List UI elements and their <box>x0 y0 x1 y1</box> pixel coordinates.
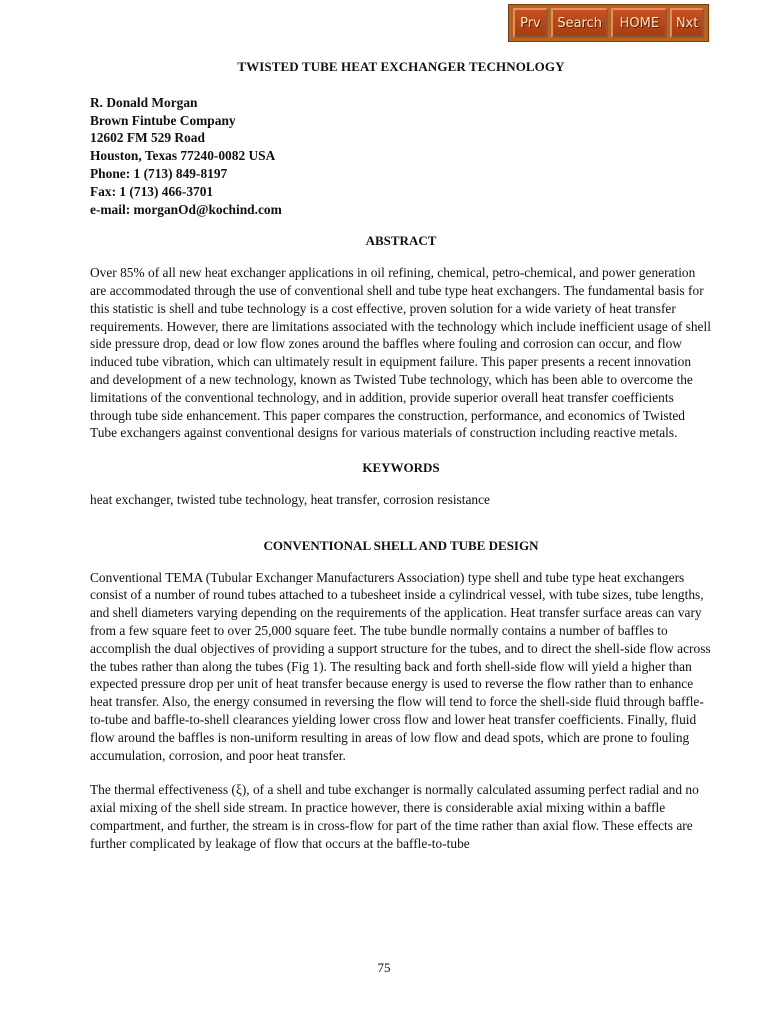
author-fax: Fax: 1 (713) 466-3701 <box>90 183 214 199</box>
author-block <box>90 94 712 219</box>
section-paragraph-1: Conventional TEMA (Tubular Exchanger Manufacturers Association) type shell and tube type heat exchangers consist of a number of round tubes attached to a tubesheet inside a cylindrical vessel, with tube sizes, tube lengths, and shell diameters varying depending on the requirements of the application. Heat transfer surface areas can vary from a few square feet to over 25,000 square feet. The tube bundle normally contains a number of baffles to accomplish the dual objectives of providing a support structure for the tubes, and to direct the shell-side flow across the tubes rather than along the tubes (Fig 1). The resulting back and forth shell-side flow will yield a higher than expected pressure drop per unit of heat transfer because energy is used to reverse the flow rather than to enhance heat transfer. Also, the energy consumed in reversing the flow will tend to force the shell-side fluid through baffle-to-tube and baffle-to-shell clearances yielding lower cross flow and lower heat transfer coefficients. Finally, fluid flow around the baffles is non-uniform resulting in areas of low flow and dead spots, which are prone to fouling accumulation, corrosion, and poor heat transfer. <box>90 569 711 763</box>
navigation-bar <box>508 4 709 42</box>
author-city: Houston, Texas 77240-0082 USA <box>90 148 276 164</box>
home-button[interactable]: HOME <box>611 8 667 38</box>
prev-button[interactable]: Prv <box>513 8 548 38</box>
abstract-text: Over 85% of all new heat exchanger applications in oil refining, chemical, petro-chemical, and power generation are accommodated through the use of conventional shell and tube type heat exchangers. The fundamental basis for this statistic is shell and tube technology is a cost effective, proven solution for a wide variety of heat transfer requirements. However, there are limitations associated with the technology which include inefficient usage of shell side pressure drop, dead or low flow zones around the baffles where fouling and corrosion can occur, and flow induced tube vibration, which can ultimately result in equipment failure. This paper presents a recent innovation and development of a new technology, known as Twisted Tube technology, which has been able to overcome the limitations of the conventional technology, and in addition, provide superior overall heat transfer coefficients through tube side enhancement. This paper compares the construction, performance, and economics of Twisted Tube exchangers against conventional designs for various materials of construction including reactive metals. <box>90 265 711 441</box>
author-company: Brown Fintube Company <box>90 112 236 128</box>
section-heading: CONVENTIONAL SHELL AND TUBE DESIGN <box>263 537 539 553</box>
page-number: 75 <box>377 960 391 975</box>
keywords-heading: KEYWORDS <box>362 460 440 476</box>
keywords-text: heat exchanger, twisted tube technology, heat transfer, corrosion resistance <box>90 491 490 507</box>
author-street: 12602 FM 529 Road <box>90 130 205 146</box>
document-content <box>90 58 712 866</box>
abstract-heading: ABSTRACT <box>365 233 437 249</box>
author-phone: Phone: 1 (713) 849-8197 <box>90 165 228 181</box>
author-email: e-mail: morganOd@kochind.com <box>90 201 282 217</box>
author-name: R. Donald Morgan <box>90 94 198 110</box>
section-paragraph-2: The thermal effectiveness (ξ), of a shell and tube exchanger is normally calculated assuming perfect radial and no axial mixing of the shell side stream. In practice however, there is considerable axial mixing within a baffle compartment, and further, the stream is in cross-flow for part of the time rather than axial flow. These effects are further complicated by leakage of flow that occurs at the baffle-to-tube <box>90 782 699 851</box>
document-title: TWISTED TUBE HEAT EXCHANGER TECHNOLOGY <box>237 59 565 74</box>
next-button[interactable]: Nxt <box>670 8 704 38</box>
search-button[interactable]: Search <box>551 8 609 38</box>
